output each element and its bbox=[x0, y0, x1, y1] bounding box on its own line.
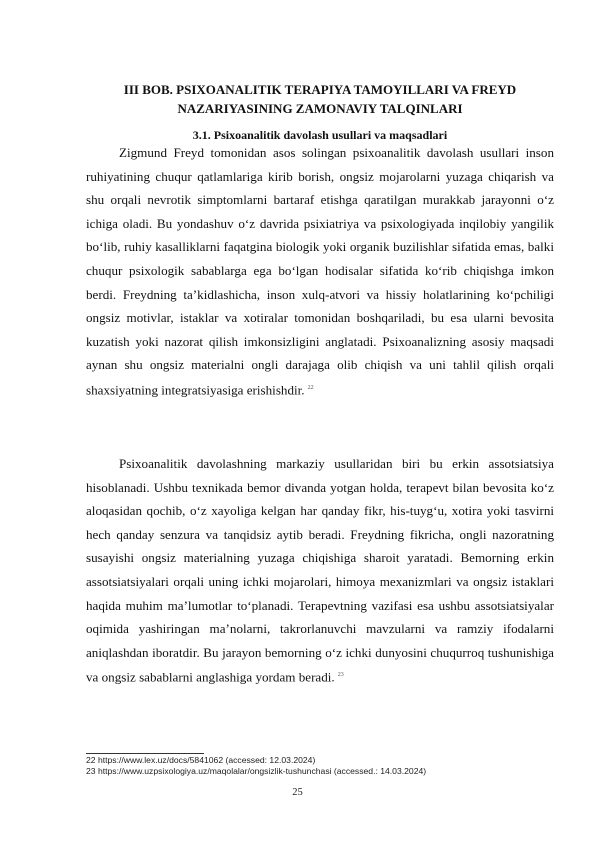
footnote-ref-23[interactable]: 23 bbox=[337, 672, 344, 679]
page-number: 25 bbox=[292, 787, 303, 798]
body-paragraph-2 bbox=[86, 452, 554, 689]
footnotes bbox=[86, 755, 556, 777]
paragraph-2-text: Psixoanalitik davolashning markaziy usullaridan biri bu erkin assotsiatsiya hisoblanadi. Ushbu texnikada bemor divanda yotgan holda, terapevt bilan bevosita ko‘z aloqasidan qochib, o‘z xayoliga kelgan har qanday fikr, his-tuyg‘u, xotira yoki tasvirni hech qanday senzura va tanqidsiz aytib beradi. Freydning fikricha, ongli nazoratning susayishi ongsiz materialning yuzaga chiqishiga sharoit yaratadi. Bemorning erkin assotsiatsiyalari orqali uning ichki mojarolari, himoya mexanizmlari va ongsiz istaklari haqida muhim maʼlumotlar to‘planadi. Terapevtning vazifasi esa ushbu assotsiatsiyalar oqimida yashiringan maʼnolarni, takrorlanuvchi mavzularni va ramziy ifodalarni aniqlashdan iboratdir. Bu jarayon bemorning o‘z ichki dunyosini chuqurroq tushunishiga va ongsiz sabablarni anglashiga yordam beradi. bbox=[86, 456, 554, 685]
section-title: 3.1. Psixoanalitik davolash usullari va maqsadlari bbox=[192, 128, 448, 142]
footnote-divider bbox=[86, 753, 204, 754]
chapter-title-line1: III BOB. PSIXOANALITIK TERAPIYA TAMOYILLARI VA FREYD bbox=[123, 82, 517, 97]
chapter-heading bbox=[86, 80, 554, 118]
footnote-23[interactable]: 23 https://www.uzpsixologiya.uz/maqolalar/ongsizlik-tushunchasi (accessed.: 14.03.2024) bbox=[86, 766, 427, 776]
body-paragraph-1 bbox=[86, 141, 554, 402]
paragraph-1-text: Zigmund Freyd tomonidan asos solingan psixoanalitik davolash usullari inson ruhiyatining chuqur qatlamlariga kirib borish, ongsiz mojarolarni yuzaga chiqarish va shu orqali nevrotik simptomlarni bartaraf etishga qaratilgan murakkab jarayonni o‘z ichiga oladi. Bu yondashuv o‘z davrida psixiatriya va psixologiyada inqilobiy yangilik bo‘lib, ruhiy kasalliklarni faqatgina biologik yoki organik buzilishlar sifatida emas, balki chuqur psixologik sabablarga ega bo‘lgan hodisalar sifatida ko‘rib chiqishga imkon berdi. Freydning taʼkidlashicha, inson xulq-atvori va hissiy holatlarining ko‘pchiligi ongsiz motivlar, istaklar va xotiralar tomonidan boshqariladi, bu esa ularni bevosita kuzatish yoki nazorat qilish imkonsizligini anglatadi. Psixoanalizning asosiy maqsadi aynan shu ongsiz materialni ongli darajaga olib chiqish va uni tahlil qilish orqali shaxsiyatning integratsiyasiga erishishdir. bbox=[86, 145, 554, 398]
chapter-title-line2: NAZARIYASINING ZAMONAVIY TALQINLARI bbox=[177, 101, 463, 116]
footnote-22[interactable]: 22 https://www.lex.uz/docs/5841062 (accessed: 12.03.2024) bbox=[86, 755, 316, 765]
footnote-ref-22[interactable]: 22 bbox=[307, 384, 314, 391]
